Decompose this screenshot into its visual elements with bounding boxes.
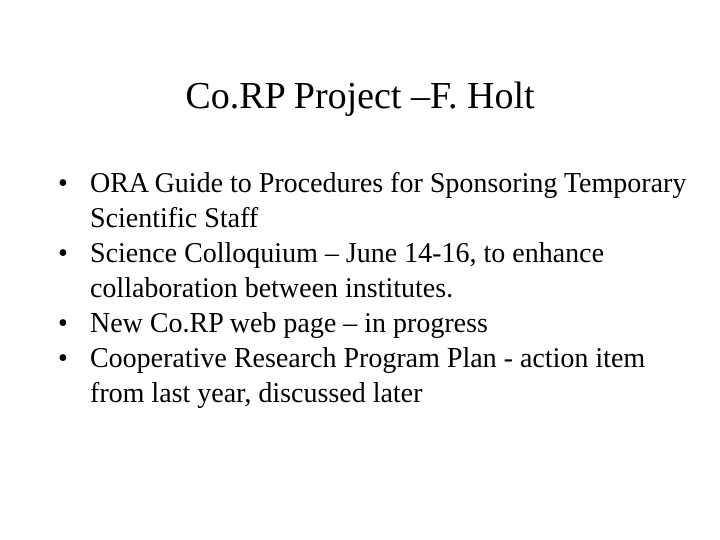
bullet-text: Science Colloquium – June 14-16, to enhance collaboration between institutes.	[90, 238, 604, 304]
bullet-item	[58, 341, 698, 411]
bullet-icon: •	[58, 238, 68, 269]
bullet-item	[58, 236, 698, 306]
bullet-text: Cooperative Research Program Plan - action item from last year, discussed later	[90, 343, 646, 409]
bullet-text: New Co.RP web page – in progress	[90, 308, 488, 339]
bullet-list	[58, 166, 698, 411]
bullet-icon: •	[58, 343, 68, 374]
bullet-text: ORA Guide to Procedures for Sponsoring Temporary Scientific Staff	[90, 168, 687, 234]
bullet-item	[58, 166, 698, 236]
bullet-item	[58, 306, 698, 341]
bullet-icon: •	[58, 308, 68, 339]
bullet-icon: •	[58, 168, 68, 199]
slide-title: Co.RP Project –F. Holt	[185, 75, 535, 117]
